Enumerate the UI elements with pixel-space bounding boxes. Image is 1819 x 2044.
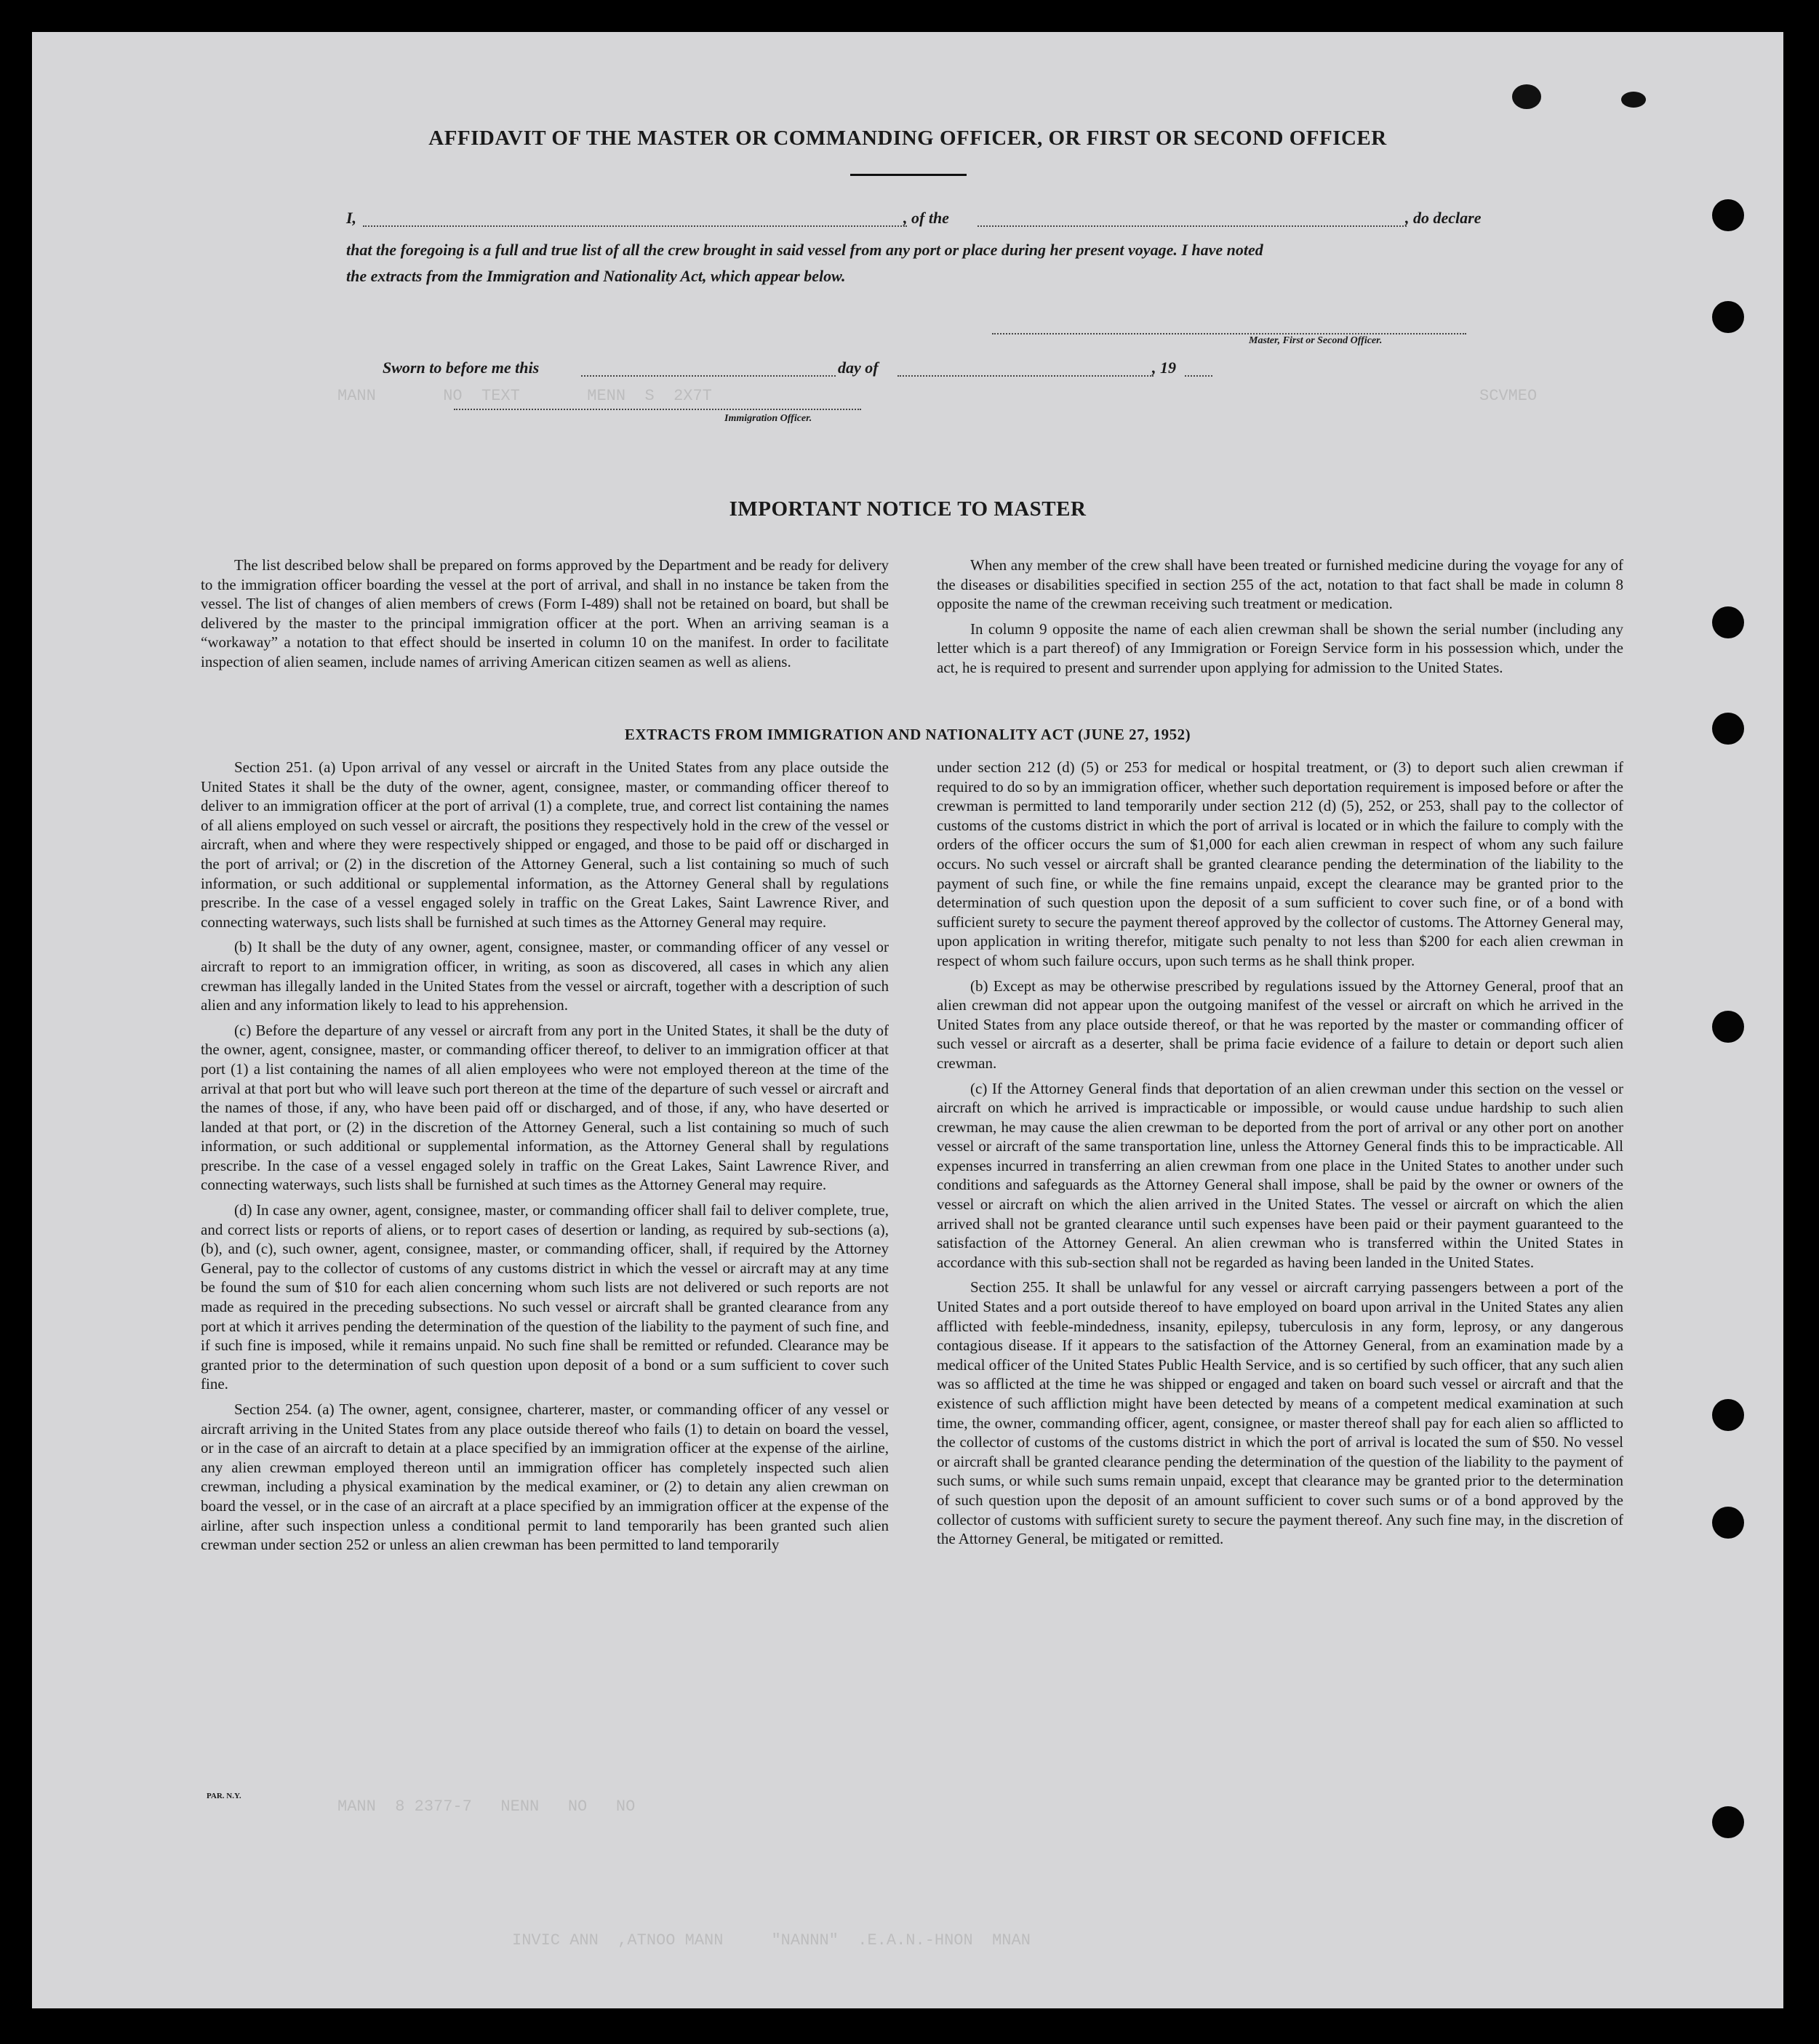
punch-hole (1712, 1399, 1744, 1431)
punch-hole (1712, 606, 1744, 638)
section-251a: Section 251. (a) Upon arrival of any vessel or aircraft in the United States from any place outside the United States it shall be the duty of the owner, agent, consignee, master, or commanding officer thereof to deliver to an immigration officer at the port of arrival (1) a complete, true, and correct list containing the names of all aliens employed on such vessel or aircraft, the positions they respectively hold in the crew of the vessel or aircraft, when and where they were respectively shipped or engaged, and those to be paid off or discharged in the port of arrival; or (2) in the discretion of the Attorney General, such a list containing so much of such information, or such additional or supplemental information, as the Attorney General shall by regulations prescribe. In the case of a vessel engaged solely in traffic on the Great Lakes, Saint Lawrence River, and connecting waterways, such lists shall be furnished at such times as the Attorney General may require. (201, 758, 889, 931)
declarant-label: I, (346, 209, 357, 227)
section-251d: (d) In case any owner, agent, consignee, master, or commanding officer shall fail to deliver complete, true, and correct lists or reports of aliens, or to report cases of desertion or landing, as required by sub-sections (a), (b), and (c), such owner, agent, consignee, master, or commanding officer, shall, if required by the Attorney General, pay to the collector of customs of any customs district in which the vessel or aircraft may at any time be found the sum of $10 for each alien concerning whom such lists are not delivered or such reports are not made as required in the preceding subsections. No such vessel or aircraft shall be granted clearance from any port at which it arrives pending the determination of the question of the liability to the payment of such fine, and if such fine is imposed, while it remains unpaid. No such fine shall be remitted or refunded. Clearance may be granted prior to the determination of such question upon deposit of a bond or a sum sufficient to cover such fine. (201, 1201, 889, 1393)
sworn-month-field[interactable] (897, 375, 1154, 377)
extracts-title: EXTRACTS FROM IMMIGRATION AND NATIONALITY ACT (JUNE 27, 1952) (624, 726, 1191, 743)
notice-left-column (201, 556, 889, 672)
declaration-line-2: the extracts from the Immigration and Nationality Act, which appear below. (346, 267, 846, 285)
vessel-name-field[interactable] (978, 225, 1407, 227)
section-254b: (b) Except as may be otherwise prescribed by regulations issued by the Attorney General, proof that an alien crewman did not appear upon the outgoing manifest of the vessel or aircraft on which he arrived in the United States from any place outside thereof, or that he was reported by the master or commanding officer of such vessel or aircraft as a deserter, shall be prima facie evidence of a failure to detain or deport such alien crewman. (937, 977, 1623, 1072)
sworn-label: Sworn to before me this (383, 358, 540, 377)
bleed-through-text: MANN NO TEXT MENN S 2X7T (337, 387, 712, 405)
sworn-day-field[interactable] (581, 375, 836, 377)
notice-left-paragraph: The list described below shall be prepared on forms approved by the Department and be ready for delivery to the immigration officer boarding the vessel at the port of arrival, and shall in no instance be taken from the vessel. The list of changes of alien members of crews (Form I-489) shall not be retained on board, but shall be delivered by the master to the principal immigration officer at the port. When an arriving seaman is a “workaway” a notation to that effect should be inserted in column 10 on the manifest. In order to facilitate inspection of alien seamen, include names of arriving American citizen seamen as well as aliens. (201, 556, 889, 670)
ink-blot (1621, 92, 1646, 108)
punch-hole (1712, 1806, 1744, 1838)
year-label: , 19 (1152, 358, 1176, 377)
punch-hole (1712, 199, 1744, 231)
section-254c: (c) If the Attorney General finds that deportation of an alien crewman under this section on the vessel or aircraft on which he arrived is impracticable or impossible, or would cause undue hardship to such alien crewman, he may cause the alien crewman to be deported from the port of arrival or any other port on another vessel or aircraft of the same transportation line, unless the Attorney General finds this to be impracticable. All expenses incurred in transferring an alien crewman from one place in the United States to another under such conditions and safeguards as the Attorney General shall impose, shall be paid by the owner or owners of the vessel or aircraft on which the alien arrived in the United States. The vessel or aircraft on which the alien arrived shall not be granted clearance until such expenses have been paid or their payment guaranteed to the satisfaction of the Attorney General. An alien crewman who is transferred within the United States in accordance with this sub-section shall not be regarded as having been landed in the United States. (937, 1079, 1623, 1271)
ink-blot (1512, 84, 1541, 109)
title-underline (850, 174, 967, 176)
bleed-through-text: INVIC ANN ,ATNOO MANN "NANNN" .E.A.N.-HNON MNAN (512, 1931, 1031, 1949)
master-signature-line[interactable] (992, 333, 1466, 334)
declaration-line-1: that the foregoing is a full and true list of all the crew brought in said vessel from any port or place during her present voyage. I have noted (346, 241, 1263, 259)
document-page (32, 32, 1783, 2008)
sworn-year-field[interactable] (1185, 375, 1212, 377)
notice-right-paragraph: When any member of the crew shall have been treated or furnished medicine during the voyage for any of the diseases or disabilities specified in section 255 of the act, notation to that fact shall be made in column 8 opposite the name of the crewman receiving such treatment or medication. (937, 556, 1623, 613)
notice-title: IMPORTANT NOTICE TO MASTER (729, 497, 1087, 521)
day-of-label: day of (838, 358, 879, 377)
printer-mark: PAR. N.Y. (207, 1792, 241, 1800)
do-declare-label: , do declare (1405, 209, 1482, 227)
section-254a-continued: under section 212 (d) (5) or 253 for medical or hospital treatment, or (3) to deport such alien crewman if required to do so by an immigration officer, whether such deportation requirement is imposed before or after the crewman is permitted to land temporarily under section 212 (d) (5), 252, or 253, shall pay to the collector of customs of the customs district in which the port of arrival is located or in which the failure to comply with the orders of the officer occurs the sum of $1,000 for each alien crewman in respect of whom any such failure occurs. No such vessel or aircraft shall be granted clearance pending the determination of the liability to the payment of such fine, or while the fine remains unpaid, except the clearance may be granted prior to the determination of such question upon the deposit of a sum sufficient to cover such fine, or of a bond with sufficient surety to secure the payment thereof approved by the collector of customs. The Attorney General may, upon application in writing therefor, mitigate such penalty to not less than $200 for each alien crewman in respect of whom such failure occurs, upon such terms as he shall think proper. (937, 758, 1623, 969)
bleed-through-text: MANN 8 2377-7 NENN NO NO (337, 1797, 636, 1816)
punch-hole (1712, 301, 1744, 333)
affidavit-title: AFFIDAVIT OF THE MASTER OR COMMANDING OFFICER, OR FIRST OR SECOND OFFICER (428, 127, 1387, 150)
notice-right-column (937, 556, 1623, 678)
declarant-name-field[interactable] (363, 225, 907, 227)
punch-hole (1712, 1011, 1744, 1043)
bleed-through-text: SCVMEO (1479, 387, 1538, 405)
section-255: Section 255. It shall be unlawful for any vessel or aircraft carrying passengers between a port of the United States and a port outside thereof to have employed on board upon arrival in the United States any alien afflicted with feeble-mindedness, insanity, epilepsy, tuberculosis in any form, leprosy, or any dangerous contagious disease. If it appears to the satisfaction of the Attorney General, from an examination made by a medical officer of the United States Public Health Service, and is so certified by such officer, that any such alien was so afflicted at the time he was shipped or engaged and taken on board such vessel or aircraft and that the existence of such affliction might have been detected by means of a competent medical examination at such time, the owner, commanding officer, agent, consignee, or master thereof shall pay for each alien so afflicted to the collector of customs of the customs district in which the port of arrival is located the sum of $50. No vessel or aircraft shall be granted clearance pending the determination of the question of the liability to the payment of such sums, or while such sums remain unpaid, except that clearance may be granted prior to the determination of such question upon the deposit of an amount sufficient to cover such sums or of a bond approved by the collector of customs with sufficient surety to secure the payment thereof. Any such fine may, in the discretion of the Attorney General, be mitigated or remitted. (937, 1278, 1623, 1548)
immigration-officer-label: Immigration Officer. (724, 413, 812, 424)
extracts-right-column (937, 758, 1623, 1549)
section-254a: Section 254. (a) The owner, agent, consignee, charterer, master, or commanding officer of any vessel or aircraft arriving in the United States from any place outside thereof who fails (1) to detain on board the vessel, or in the case of an aircraft to detain at a place specified by an immigration officer at the expense of the airline, any alien crewman employed thereon until an immigration officer has completely inspected such alien crewman, including a physical examination by the medical examiner, or (2) to detain any alien crewman on board the vessel, or in the case of an aircraft at a place specified by an immigration officer at the expense of the airline, after such inspection unless a conditional permit to land temporarily has been granted such alien crewman under section 252 or unless an alien crewman has been permitted to land temporarily (201, 1400, 889, 1554)
extracts-left-column (201, 758, 889, 1555)
immigration-officer-signature-line[interactable] (454, 409, 861, 410)
notice-right-paragraph: In column 9 opposite the name of each alien crewman shall be shown the serial number (including any letter which is a part thereof) of any Immigration or Foreign Service form in his possession which, under the act, he is required to present and surrender upon applying for admission to the United States. (937, 620, 1623, 676)
section-251c: (c) Before the departure of any vessel or aircraft from any port in the United States, it shall be the duty of the owner, agent, consignee, master, or commanding officer thereof, to deliver to an immigration officer at that port (1) a list containing the names of all alien employees who were not employed thereon at the time of the arrival at that port but who will leave such port thereon at the time of the departure of such vessel or aircraft and the names of those, if any, who have been paid off or discharged, and of those, if any, who have deserted or landed at that port, or (2) in the discretion of the Attorney General, such a list containing so much of such information, or such additional or supplemental information, as the Attorney General shall by regulations prescribe. In the case of a vessel engaged solely in traffic on the Great Lakes, Saint Lawrence River, and connecting waterways, such lists shall be furnished at such times as the Attorney General may require. (201, 1021, 889, 1194)
master-signature-label: Master, First or Second Officer. (1249, 335, 1383, 346)
section-251b: (b) It shall be the duty of any owner, agent, consignee, master, or commanding officer of any vessel or aircraft to report to an immigration officer, in writing, as soon as discovered, all cases in which any alien crewman has illegally landed in the United States from the vessel or aircraft, together with a description of such alien and any information likely to lead to his apprehension. (201, 938, 889, 1014)
of-the-label: , of the (903, 209, 949, 227)
punch-hole (1712, 1507, 1744, 1539)
